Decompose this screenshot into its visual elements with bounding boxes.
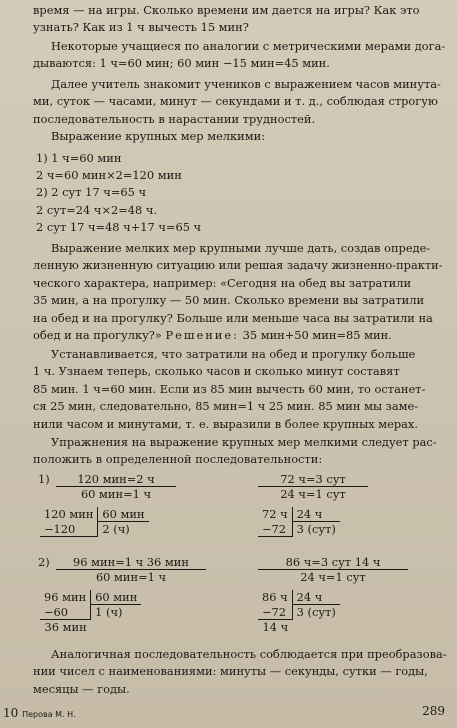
exercise-2-right-fraction: $\frac{\text{86 ч=3 сут 14 ч}}{\text{24 ч=1 сут}}$ (258, 555, 408, 584)
exercise-1-label: 1) (38, 472, 50, 486)
exercise-1-right-fraction: $\frac{\text{72 ч=3 сут}}{\text{24 ч=1 сут}}$ (258, 472, 368, 501)
paragraph-3: Далее учитель знакомит учеников с выражением часов минута- ми, суток — часами, минут — секундами и т. д., соблюдая строгую последовательность в нарастании трудностей. (33, 77, 441, 126)
paragraph-5: Выражение мелких мер крупными лучше дать, создав опреде- ленную жизненную ситуацию или решая задачу жизненно-практи- ческого характера, например: «Сегодня на обед вы затратили 35 мин, а на прогулку — 50 мин. Сколько времени вы затратили на обед и на прогулку? Больше или меньше часа вы затратили на обед и на прогулку?» Решение: 35 мин+50 мин=85 мин. (33, 241, 443, 343)
solution-label: Решение: (165, 328, 239, 343)
paragraph-7: Упражнения на выражение крупных мер мелкими следует рас- положить в определенной последовательности: (33, 435, 437, 467)
examples-large-to-small: 1) 1 ч=60 мин 2 ч=60 мин×2=120 мин 2) 2 сут 17 ч=65 ч 2 сут=24 ч×2=48 ч. 2 сут 17 ч=48 ч+17 ч=65 ч (36, 151, 202, 234)
paragraph-6: Устанавливается, что затратили на обед и прогулку больше 1 ч. Узнаем теперь, сколько часов и сколько минут составят 85 мин. 1 ч=60 мин. Если из 85 мин вычесть 60 мин, то останет- ся 25 мин, следовательно, 85 мин=1 ч 25 мин. 85 мин мы заме- нили часом и минутами, т. е. выразили в более крупных мерах. (33, 347, 426, 431)
paragraph-1: время — на игры. Сколько времени им дается на игры? Как это узнать? Как из 1 ч вычесть 15 мин? (33, 3, 420, 35)
exercise-1-left-fraction: $\frac{\text{120 мин=2 ч}}{\text{60 мин=1 ч}}$ (56, 472, 176, 501)
exercise-2-left-fraction: $\frac{\text{96 мин=1 ч 36 мин}}{\text{60 мин=1 ч}}$ (56, 555, 206, 584)
exercise-2-left-division: 96 мин 60 мин −60 1 (ч) 36 мин (40, 590, 141, 634)
exercise-1-right-division: 72 ч 24 ч −72 3 (сут) (258, 507, 340, 537)
footer-signature: 10 Перова М. Н. (3, 706, 76, 720)
page-number: 289 (422, 704, 445, 718)
exercise-1-left-division: 120 мин 60 мин −120 2 (ч) (40, 507, 149, 537)
paragraph-8: Аналогичная последовательность соблюдается при преобразова- нии чисел с наименованиями: минуты — секунды, сутки — годы, месяцы — годы. (33, 647, 447, 696)
paragraph-4: Выражение крупных мер мелкими: (51, 129, 266, 143)
exercise-2-right-division: 86 ч 24 ч −72 3 (сут) 14 ч (258, 590, 340, 634)
paragraph-2: Некоторые учащиеся по аналогии с метрическими мерами дога- дываются: 1 ч=60 мин; 60 мин −15 мин=45 мин. (33, 39, 446, 71)
exercise-2-label: 2) (38, 555, 50, 569)
